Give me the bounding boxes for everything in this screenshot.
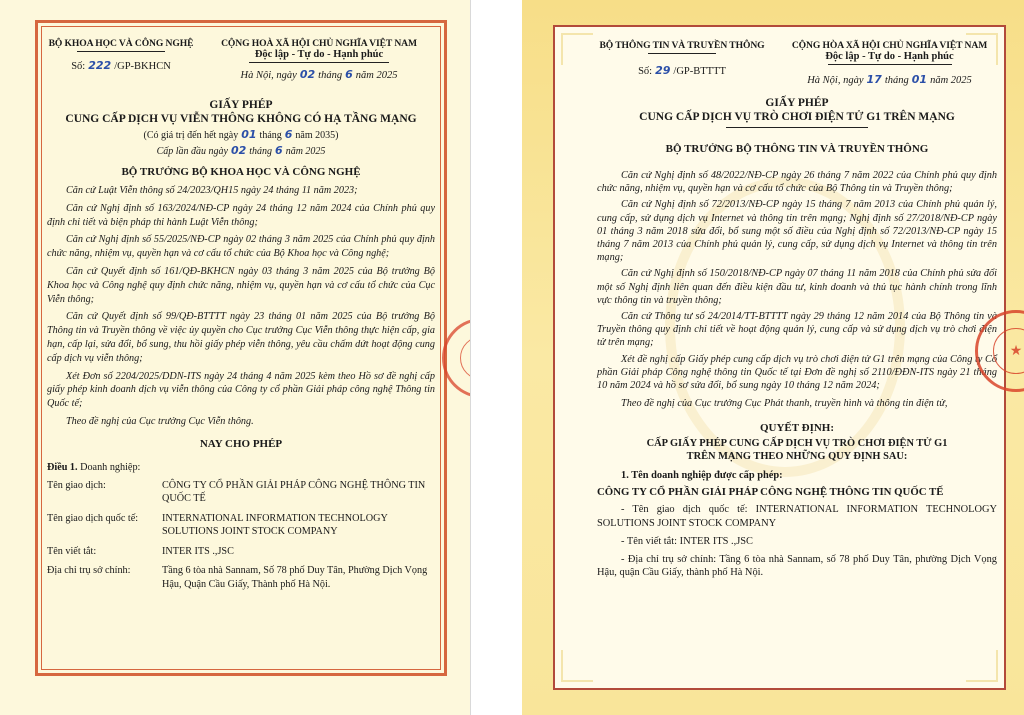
detail-international-name: - Tên giao dịch quốc tế: INTERNATIONAL INFORMATION TECHNOLOGY SOLUTIONS JOINT STOCK COMPANY	[597, 504, 997, 529]
field-trade-name: Tên giao dịch: CÔNG TY CỔ PHẦN GIẢI PHÁP CÔNG NGHỆ THÔNG TIN QUỐC TẾ	[47, 479, 426, 505]
corner-ornament	[561, 33, 593, 65]
preamble-clause: Căn cứ Nghị định số 163/2024/NĐ-CP ngày 24 tháng 12 năm 2024 của Chính phủ quy định chi tiết và biện pháp thi hành Luật Viễn thông;	[47, 202, 435, 228]
license-document-right	[522, 0, 1024, 715]
national-motto: Độc lập - Tự do - Hạnh phúc	[825, 51, 954, 62]
field-abbreviation: Tên viết tắt: INTER ITS .,JSC	[47, 545, 234, 557]
decision-heading: QUYẾT ĐỊNH:	[759, 422, 835, 435]
license-document-left	[0, 0, 470, 715]
field-head-office: Địa chỉ trụ sở chính: Tầng 6 tòa nhà Sannam, Số 78 phố Duy Tân, Phường Dịch Vọng Hậu, Quận Cầu Giấy, Thành phố Hà Nội.	[47, 565, 428, 590]
republic-name: CỘNG HÒA XÃ HỘI CHỦ NGHĨA VIỆT NAM	[791, 40, 988, 51]
handwritten-number: 222	[88, 59, 112, 72]
republic-name: CỘNG HOÀ XÃ HỘI CHỦ NGHĨA VIỆT NAM	[221, 38, 417, 49]
document-subtitle: CUNG CẤP DỊCH VỤ VIỄN THÔNG KHÔNG CÓ HẠ TẦNG MẠNG	[65, 113, 417, 125]
corner-ornament	[966, 650, 998, 682]
decision-heading: NAY CHO PHÉP	[199, 437, 283, 450]
preamble-clause: Căn cứ Nghị định số 48/2022/NĐ-CP ngày 26 tháng 7 năm 2022 của Chính phủ quy định chức năng, nhiệm vụ, quyền hạn và cơ cấu tổ chức của Bộ Thông tin và Truyền thông;	[597, 170, 997, 195]
national-motto: Độc lập - Tự do - Hạnh phúc	[254, 49, 384, 60]
preamble-clause: Căn cứ Quyết định số 161/QĐ-BKHCN ngày 03 tháng 3 năm 2025 của Bộ trưởng Bộ Khoa học và Công nghệ quy định chức năng, nhiệm vụ, quyền hạn và cơ cấu tổ chức của Cục Viễn thông;	[47, 265, 435, 305]
page-gap	[470, 0, 522, 715]
detail-head-office: - Địa chỉ trụ sở chính: Tầng 6 tòa nhà Sannam, số 78 phố Duy Tân, phường Dịch Vọng Hậu, quận Cầu Giấy, thành phố Hà Nội.	[597, 554, 997, 579]
item-1-heading: 1. Tên doanh nghiệp được cấp phép:	[621, 470, 783, 482]
preamble	[597, 169, 997, 410]
issuing-ministry: BỘ KHOA HỌC VÀ CÔNG NGHỆ	[48, 38, 194, 49]
issue-date: Hà Nội, ngày 17 tháng 01 năm 2025	[807, 73, 972, 86]
article-1: Điều 1. Doanh nghiệp:	[47, 461, 141, 473]
document-body	[597, 40, 997, 579]
issuing-authority: BỘ TRƯỞNG BỘ THÔNG TIN VÀ TRUYỀN THÔNG	[665, 143, 929, 155]
divider	[77, 51, 165, 52]
divider	[249, 62, 389, 63]
divider	[726, 127, 868, 128]
detail-abbreviation: - Tên viết tắt: INTER ITS .,JSC	[621, 535, 753, 547]
decision-subheading: TRÊN MẠNG THEO NHỮNG QUY ĐỊNH SAU:	[686, 451, 908, 463]
preamble-clause: Theo đề nghị của Cục trưởng Cục Phát thanh, truyền hình và thông tin điện tử,	[621, 398, 948, 410]
preamble-clause: Theo đề nghị của Cục trưởng Cục Viễn thông.	[66, 415, 254, 427]
divider	[648, 53, 716, 54]
divider	[828, 64, 952, 65]
preamble-clause: Căn cứ Nghị định số 150/2018/NĐ-CP ngày 07 tháng 11 năm 2018 của Chính phủ sửa đổi một số Nghị định liên quan đến điều kiện đầu tư, kinh doanh và thủ tục hành chính trong lĩnh vực thông tin và truyền thông;	[597, 268, 997, 306]
field-international-name: Tên giao dịch quốc tế: INTERNATIONAL INFORMATION TECHNOLOGY SOLUTIONS JOINT STOCK COMPANY	[47, 512, 388, 538]
document-number: Số: 29 /GP-BTTTT	[638, 64, 726, 77]
preamble-clause: Căn cứ Luật Viễn thông số 24/2023/QH15 ngày 24 tháng 11 năm 2023;	[66, 185, 358, 196]
issuing-authority: BỘ TRƯỞNG BỘ KHOA HỌC VÀ CÔNG NGHỆ	[121, 166, 361, 178]
preamble-clause: Xét đề nghị cấp Giấy phép cung cấp dịch vụ trò chơi điện tử G1 trên mạng của Công ty Cổ phần Giải pháp Công nghệ thông tin Quốc tế tại Đơn đề nghị số 2110/ĐĐN-ITS ngày 21 tháng 10 năm 2024 và hồ sơ sửa đổi, bổ sung ngày 10 tháng 12 năm 2024;	[597, 353, 997, 392]
document-header	[597, 40, 997, 86]
issue-date: Hà Nội, ngày 02 tháng 6 năm 2025	[240, 68, 398, 81]
issuing-ministry: BỘ THÔNG TIN VÀ TRUYỀN THÔNG	[599, 40, 765, 51]
preamble	[47, 184, 435, 429]
document-subtitle: CUNG CẤP DỊCH VỤ TRÒ CHƠI ĐIỆN TỬ G1 TRÊN MẠNG	[639, 111, 955, 123]
document-header	[47, 38, 435, 81]
preamble-clause: Căn cứ Nghị định số 55/2025/NĐ-CP ngày 02 tháng 3 năm 2025 của Chính phủ quy định chức năng, nhiệm vụ, quyền hạn và cơ cấu tổ chức của Bộ Khoa học và Công nghệ;	[47, 234, 435, 260]
document-number: Số: 222 /GP-BKHCN	[71, 59, 171, 72]
first-issue-date: Cấp lần đầu ngày 02 tháng 6 năm 2025	[156, 144, 326, 157]
document-title: GIẤY PHÉP	[765, 97, 829, 109]
company-name: CÔNG TY CỔ PHẦN GIẢI PHÁP CÔNG NGHỆ THÔNG TIN QUỐC TẾ	[597, 486, 944, 499]
validity-period: (Có giá trị đến hết ngày 01 tháng 6 năm 2035)	[143, 128, 339, 141]
corner-ornament	[561, 650, 593, 682]
preamble-clause: Căn cứ Thông tư số 24/2014/TT-BTTTT ngày 29 tháng 12 năm 2014 của Bộ Thông tin và Truyền thông quy định chi tiết về hoạt động quản lý, cung cấp và sử dụng dịch vụ trò chơi điện tử trên mạng;	[597, 311, 997, 349]
decision-subheading: CẤP GIẤY PHÉP CUNG CẤP DỊCH VỤ TRÒ CHƠI ĐIỆN TỬ G1	[646, 438, 948, 450]
preamble-clause: Căn cứ Nghị định số 72/2013/NĐ-CP ngày 15 tháng 7 năm 2013 của Chính phủ quản lý, cung cấp, sử dụng dịch vụ Internet và thông tin trên mạng; Nghị định số 27/2018/NĐ-CP ngày 01 tháng 3 năm 2018 sửa đổi, bổ sung một số điều của Nghị định số 72/2013/NĐ-CP ngày 15 tháng 7 năm 2013 của Chính phủ quản lý, cung cấp, sử dụng dịch vụ Internet và thông tin trên mạng;	[597, 199, 997, 264]
document-body	[47, 38, 435, 591]
document-title: GIẤY PHÉP	[209, 99, 273, 111]
preamble-clause: Căn cứ Quyết định số 99/QĐ-BTTTT ngày 23 tháng 01 năm 2025 của Bộ trưởng Bộ Thông tin và Truyền thông về việc ủy quyền cho Cục trưởng Cục Viễn thông thực hiện cấp, gia hạn, cấp lại, sửa đổi, bổ sung, thu hồi giấy phép viễn thông, yêu cầu chấm dứt hoạt động cung cấp dịch vụ viễn thông;	[47, 311, 435, 364]
preamble-clause: Xét Đơn số 2204/2025/DDN-ITS ngày 24 tháng 4 năm 2025 kèm theo Hồ sơ đề nghị cấp giấy phép kinh doanh dịch vụ viễn thông của Công ty cổ phần Giải pháp công nghệ Thông tin Quốc tế;	[47, 370, 435, 410]
handwritten-number: 29	[655, 64, 671, 77]
star-icon: ★	[993, 328, 1024, 374]
